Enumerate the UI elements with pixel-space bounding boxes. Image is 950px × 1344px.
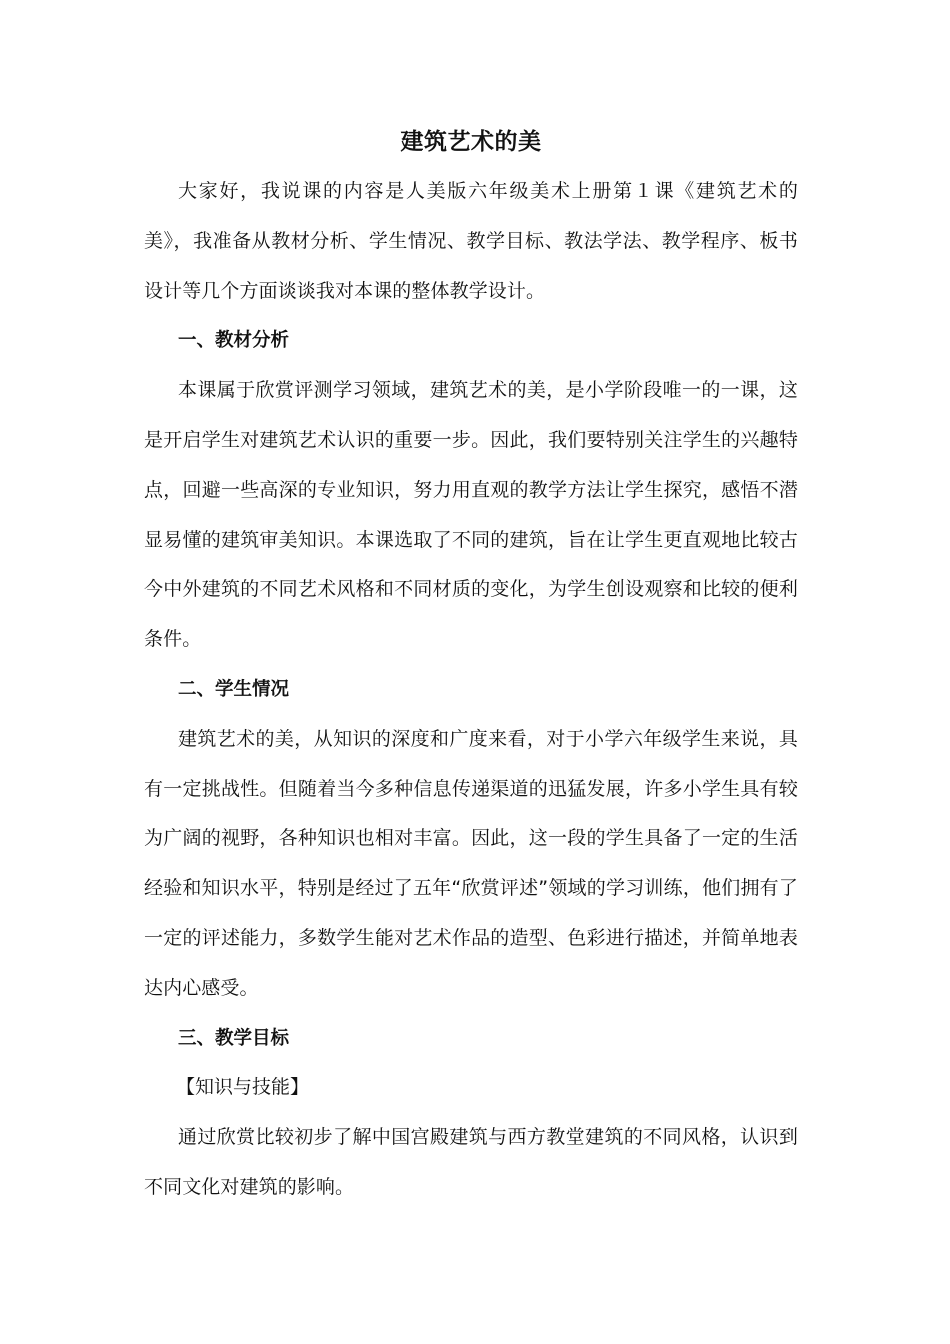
section-heading-textbook-analysis: 一、教材分析 <box>178 330 290 352</box>
section-heading-teaching-goals: 三、教学目标 <box>178 1027 290 1049</box>
subheading-knowledge-skills: 【知识与技能】 <box>176 1076 310 1099</box>
section-body-textbook-analysis: 本课属于欣赏评测学习领域，建筑艺术的美，是小学阶段唯一的一课，这是开启学生对建筑艺术认识的重要一步。因此，我们要特别关注学生的兴趣特点，回避一些高深的专业知识，努力用直观的教学方法让学生探究，感悟不潜显易懂的建筑审美知识。本课选取了不同的建筑，旨在让学生更直观地比较古今中外建筑的不同艺术风格和不同材质的变化，为学生创设观察和比较的便利条件。 <box>144 379 798 651</box>
section-heading-student-situation: 二、学生情况 <box>178 678 290 700</box>
intro-paragraph: 大家好，我说课的内容是人美版六年级美术上册第１课《建筑艺术的美》，我准备从教材分析、学生情况、教学目标、教法学法、教学程序、板书设计等几个方面谈谈我对本课的整体教学设计。 <box>144 180 798 302</box>
document-page <box>144 118 798 1213</box>
section-body-student-situation: 建筑艺术的美，从知识的深度和广度来看，对于小学六年级学生来说，具有一定挑战性。但随着当今多种信息传递渠道的迅猛发展，许多小学生具有较为广阔的视野，各种知识也相对丰富。因此，这一段的学生具备了一定的生活经验和知识水平，特别是经过了五年“欣赏评述”领域的学习训练，他们拥有了一定的评述能力，多数学生能对艺术作品的造型、色彩进行描述，并简单地表达内心感受。 <box>144 727 798 999</box>
section-body-teaching-goals: 通过欣赏比较初步了解中国宫殿建筑与西方教堂建筑的不同风格，认识到不同文化对建筑的影响。 <box>144 1126 798 1198</box>
document-title: 建筑艺术的美 <box>400 129 542 155</box>
